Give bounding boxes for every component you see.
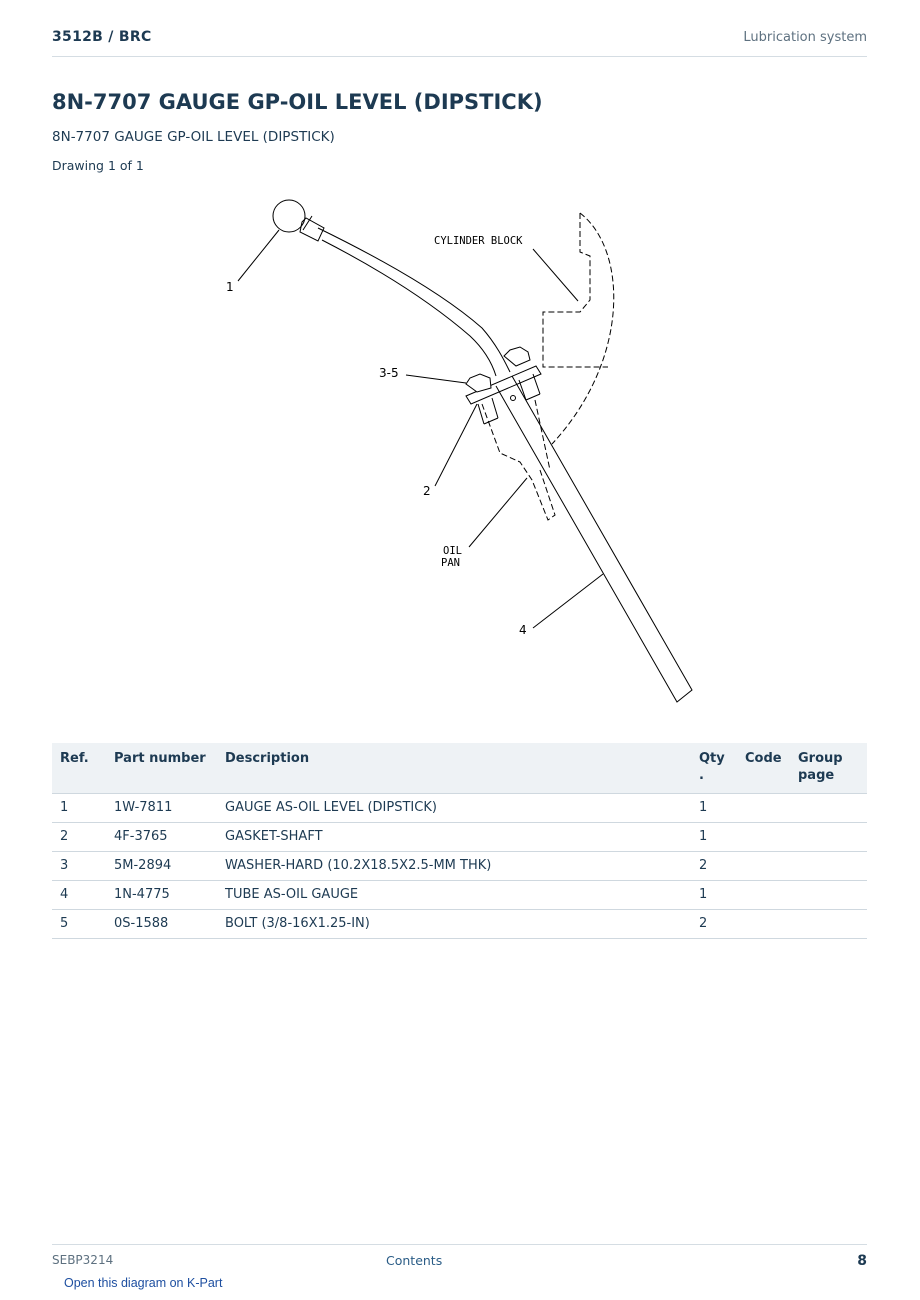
callout-1: 1 xyxy=(226,280,234,294)
group-header-text: Group xyxy=(798,751,843,766)
row-group-page xyxy=(790,881,867,910)
page-footer xyxy=(52,1244,867,1269)
row-ref: 2 xyxy=(52,823,106,852)
row-ref: 1 xyxy=(52,794,106,823)
section-label: Lubrication system xyxy=(743,30,867,45)
row-ref: 5 xyxy=(52,910,106,939)
callout-4: 4 xyxy=(519,623,527,637)
column-header-part-number: Part number xyxy=(106,743,217,794)
page-header xyxy=(52,28,867,57)
table-row xyxy=(52,794,867,823)
column-header-ref: Ref. xyxy=(52,743,106,794)
row-code xyxy=(737,852,790,881)
row-group-page xyxy=(790,823,867,852)
parts-table xyxy=(52,743,867,939)
dipstick-handle xyxy=(273,200,324,241)
row-group-page xyxy=(790,794,867,823)
cylinder-block-label: CYLINDER BLOCK xyxy=(434,235,523,247)
row-description: TUBE AS-OIL GAUGE xyxy=(217,881,691,910)
row-ref: 3 xyxy=(52,852,106,881)
row-part-number: 5M-2894 xyxy=(106,852,217,881)
row-qty: 2 xyxy=(691,852,737,881)
page-subtitle: 8N-7707 GAUGE GP-OIL LEVEL (DIPSTICK) xyxy=(52,129,335,145)
callout-3-5: 3-5 xyxy=(379,366,399,380)
row-code xyxy=(737,794,790,823)
row-part-number: 1W-7811 xyxy=(106,794,217,823)
row-group-page xyxy=(790,852,867,881)
row-ref: 4 xyxy=(52,881,106,910)
row-description: BOLT (3/8-16X1.25-IN) xyxy=(217,910,691,939)
column-header-description: Description xyxy=(217,743,691,794)
parts-diagram xyxy=(52,190,867,710)
column-header-code: Code xyxy=(737,743,790,794)
table-row xyxy=(52,852,867,881)
column-header-group-page xyxy=(790,743,867,794)
row-description: GASKET-SHAFT xyxy=(217,823,691,852)
model-label: 3512B / BRC xyxy=(52,29,152,45)
row-part-number: 0S-1588 xyxy=(106,910,217,939)
row-qty: 1 xyxy=(691,823,737,852)
row-qty: 2 xyxy=(691,910,737,939)
row-description: WASHER-HARD (10.2X18.5X2.5-MM THK) xyxy=(217,852,691,881)
gauge-tube xyxy=(318,228,510,376)
leader-lines xyxy=(238,230,603,628)
pan-label: PAN xyxy=(441,557,460,569)
dipstick-tube xyxy=(496,376,692,702)
row-qty: 1 xyxy=(691,794,737,823)
row-part-number: 4F-3765 xyxy=(106,823,217,852)
row-description: GAUGE AS-OIL LEVEL (DIPSTICK) xyxy=(217,794,691,823)
page-title: 8N-7707 GAUGE GP-OIL LEVEL (DIPSTICK) xyxy=(52,90,543,114)
column-header-qty xyxy=(691,743,737,794)
page-number: 8 xyxy=(857,1253,867,1269)
cylinder-block-outline xyxy=(543,213,614,444)
page-header-text: page xyxy=(798,768,835,783)
row-code xyxy=(737,881,790,910)
kpart-link[interactable]: Open this diagram on K-Part xyxy=(64,1276,223,1290)
row-group-page xyxy=(790,910,867,939)
row-code xyxy=(737,823,790,852)
row-code xyxy=(737,910,790,939)
qty-header-dot: . xyxy=(699,768,704,783)
oil-pan-outline xyxy=(482,400,555,520)
table-row xyxy=(52,881,867,910)
row-part-number: 1N-4775 xyxy=(106,881,217,910)
row-qty: 1 xyxy=(691,881,737,910)
document-number: SEBP3214 xyxy=(52,1253,114,1267)
table-row xyxy=(52,823,867,852)
drawing-count: Drawing 1 of 1 xyxy=(52,158,144,173)
table-header-row xyxy=(52,743,867,794)
contents-link[interactable]: Contents xyxy=(386,1253,443,1268)
callout-2: 2 xyxy=(423,484,431,498)
table-row xyxy=(52,910,867,939)
qty-header-text: Qty xyxy=(699,751,725,766)
oil-label: OIL xyxy=(443,545,462,557)
